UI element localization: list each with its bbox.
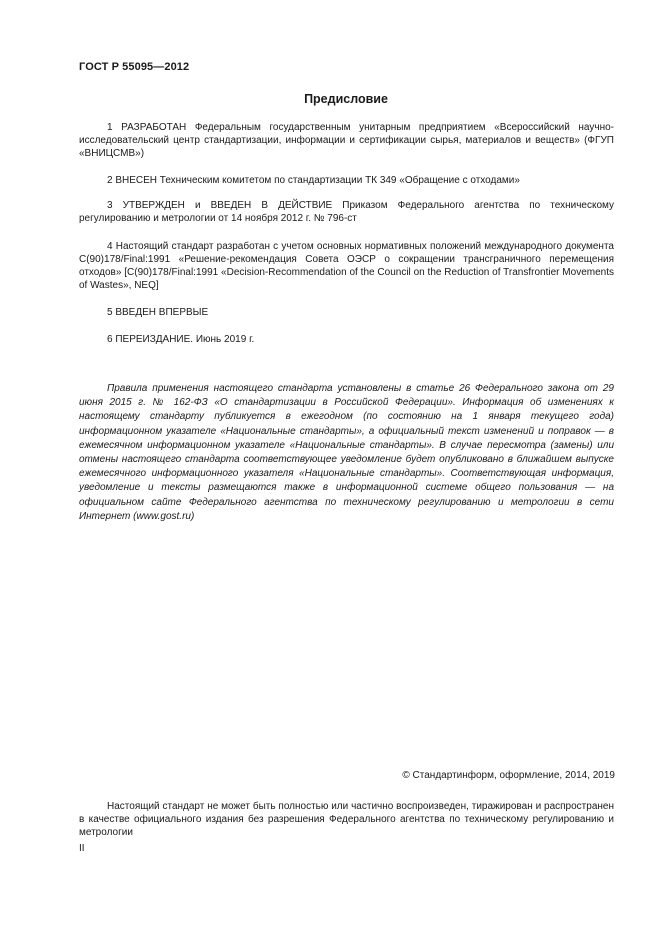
page-number: II	[79, 843, 85, 854]
foreword-item-4	[79, 240, 614, 292]
foreword-item-3	[79, 199, 614, 225]
section-title: Предисловие	[304, 92, 388, 106]
application-rules-notice	[79, 382, 614, 524]
foreword-item-text: 1 РАЗРАБОТАН Федеральным государственным унитарным предприятием «Всероссийский научно-исследовательский центр стандартизации, информации и сертификации сырья, материалов и веществ» (ФГУП «ВНИЦСМВ»)	[79, 122, 614, 159]
copyright-line: © Стандартинформ, оформление, 2014, 2019	[402, 770, 615, 781]
foreword-item-text: 4 Настоящий стандарт разработан с учетом основных нормативных положений международного документа C(90)178/Final:1991 «Решение-рекомендация Совета ОЭСР о сокращении трансграничного перемещения отходов» [C(90)178/Final:1991 «Decision-Recommendation of the Council on the Reduction of Transfrontier Movements of Wastes», NEQ]	[79, 241, 614, 291]
rights-text: Настоящий стандарт не может быть полностью или частично воспроизведен, тиражирован и распространен в качестве официального издания без разрешения Федерального агентства по техническому регулированию и метрологии	[79, 801, 614, 838]
foreword-item-6	[79, 333, 614, 346]
foreword-item-2	[79, 174, 614, 187]
foreword-item-5	[79, 306, 614, 319]
foreword-item-text: 5 ВВЕДЕН ВПЕРВЫЕ	[107, 307, 209, 318]
reproduction-rights-notice	[79, 800, 614, 839]
foreword-item-1	[79, 121, 614, 160]
foreword-item-text: 2 ВНЕСЕН Техническим комитетом по стандартизации ТК 349 «Обращение с отходами»	[107, 175, 520, 186]
foreword-item-text: 6 ПЕРЕИЗДАНИЕ. Июнь 2019 г.	[107, 334, 255, 345]
standard-code-header: ГОСТ Р 55095—2012	[79, 61, 190, 73]
foreword-item-text: 3 УТВЕРЖДЕН и ВВЕДЕН В ДЕЙСТВИЕ Приказом Федерального агентства по техническому регулированию и метрологии от 14 ноября 2012 г. № 796-ст	[79, 200, 614, 224]
notice-text: Правила применения настоящего стандарта установлены в статье 26 Федерального закона от 29 июня 2015 г. № 162-ФЗ «О стандартизации в Российской Федерации». Информация об изменениях к настоящему стандарту публикуется в ежегодном (по состоянию на 1 января текущего года) информационном указателе «Национальные стандарты», а официальный текст изменений и поправок — в ежемесячном информационном указателе «Национальные стандарты». В случае пересмотра (замены) или отмены настоящего стандарта соответствующее уведомление будет опубликовано в ближайшем выпуске ежемесячного информационного указателя «Национальные стандарты». Соответствующая информация, уведомление и тексты размещаются также в информационной системе общего пользования — на официальном сайте Федерального агентства по техническому регулированию и метрологии в сети Интернет (www.gost.ru)	[79, 383, 614, 522]
